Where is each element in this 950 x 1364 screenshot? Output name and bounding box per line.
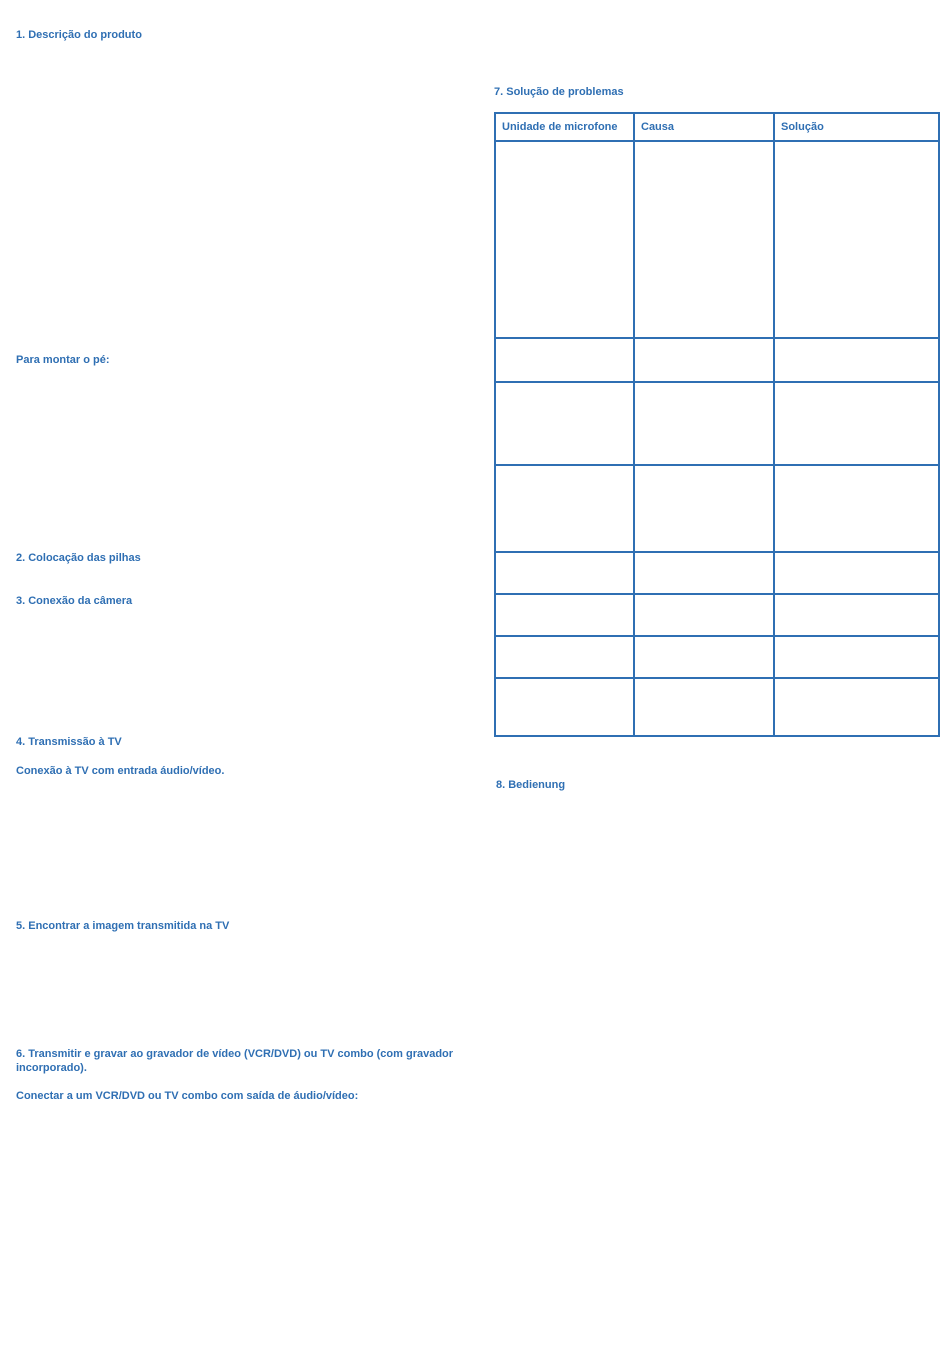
table-cell — [774, 141, 939, 338]
section-3-title: 3. Conexão da câmera — [16, 595, 133, 607]
section-8-title: 8. Bedienung — [496, 779, 566, 791]
section-2-title: 2. Colocação das pilhas — [16, 552, 141, 564]
table-cell — [495, 636, 634, 678]
header-microphone-unit: Unidade de microfone — [495, 113, 634, 141]
table-cell — [774, 678, 939, 736]
table-cell — [634, 636, 774, 678]
table-row — [495, 141, 939, 338]
table-row — [495, 594, 939, 636]
section-5-title: 5. Encontrar a imagem transmitida na TV — [16, 920, 230, 932]
table-row — [495, 636, 939, 678]
table-cell — [634, 382, 774, 465]
table-cell — [774, 382, 939, 465]
table-cell — [774, 338, 939, 382]
section-4-title: 4. Transmissão à TV — [16, 736, 122, 748]
table-cell — [495, 465, 634, 552]
table-cell — [774, 465, 939, 552]
table-row — [495, 465, 939, 552]
table-row — [495, 552, 939, 594]
section-4-subtitle: Conexão à TV com entrada áudio/vídeo. — [16, 765, 225, 777]
table-cell — [634, 141, 774, 338]
table-cell — [495, 678, 634, 736]
stand-assembly-title: Para montar o pé: — [16, 354, 110, 366]
table-row — [495, 338, 939, 382]
header-solution: Solução — [774, 113, 939, 141]
table-cell — [634, 678, 774, 736]
table-cell — [774, 594, 939, 636]
troubleshooting-table — [494, 112, 940, 737]
table-cell — [495, 141, 634, 338]
table-cell — [495, 552, 634, 594]
table-cell — [495, 338, 634, 382]
section-6-subtitle: Conectar a um VCR/DVD ou TV combo com saída de áudio/vídeo: — [16, 1090, 359, 1102]
section-1-title: 1. Descrição do produto — [16, 29, 142, 41]
table-cell — [634, 552, 774, 594]
table-header-row — [495, 113, 939, 141]
section-7-title: 7. Solução de problemas — [494, 86, 624, 98]
table-row — [495, 382, 939, 465]
table-cell — [495, 382, 634, 465]
header-cause: Causa — [634, 113, 774, 141]
table-cell — [774, 636, 939, 678]
table-cell — [634, 338, 774, 382]
table-row — [495, 678, 939, 736]
table-cell — [774, 552, 939, 594]
table-cell — [634, 465, 774, 552]
table-cell — [495, 594, 634, 636]
section-6-title: 6. Transmitir e gravar ao gravador de vídeo (VCR/DVD) ou TV combo (com gravador incorporado). — [16, 1048, 454, 1074]
table-cell — [634, 594, 774, 636]
